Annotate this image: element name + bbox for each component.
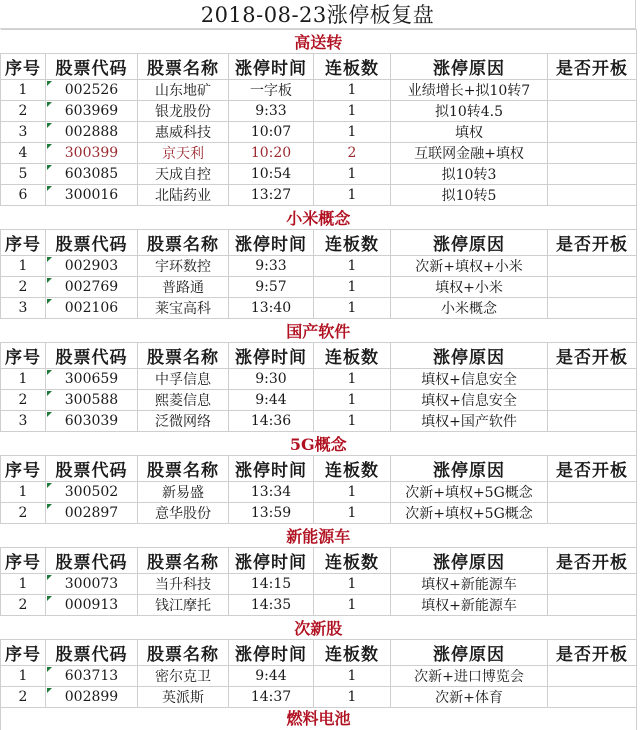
limit-up-time-cell[interactable]: 9:33 (229, 101, 314, 122)
limit-up-reason-cell[interactable]: 填权+信息安全 (391, 390, 548, 411)
section-heading-row (1, 708, 637, 730)
consecutive-boards-cell[interactable]: 1 (314, 122, 391, 143)
stock-code-cell[interactable]: 603969 (46, 101, 138, 122)
table-row (1, 687, 637, 708)
board-opened-cell[interactable] (548, 574, 637, 595)
consecutive-boards-cell[interactable]: 1 (314, 298, 391, 319)
table-row (1, 390, 637, 411)
column-header-limit-up-time[interactable]: 涨停时间 (229, 54, 314, 80)
table-row (1, 369, 637, 390)
consecutive-boards-cell[interactable]: 1 (314, 482, 391, 503)
limit-up-time-cell[interactable]: 14:15 (229, 574, 314, 595)
stock-code-cell[interactable]: 002899 (46, 687, 138, 708)
consecutive-boards-cell[interactable]: 1 (314, 574, 391, 595)
limit-up-reason-cell[interactable]: 填权+小米 (391, 277, 548, 298)
section-heading-row (1, 206, 637, 230)
column-header-stock-name[interactable]: 股票名称 (138, 456, 229, 482)
board-opened-cell[interactable] (548, 482, 637, 503)
limit-up-time-cell[interactable]: 10:54 (229, 164, 314, 185)
limit-up-time-cell[interactable]: 10:20 (229, 143, 314, 164)
column-header-board-opened[interactable]: 是否开板 (548, 456, 637, 482)
stock-name-cell[interactable]: 天成自控 (138, 164, 229, 185)
consecutive-boards-cell[interactable]: 2 (314, 143, 391, 164)
header-row (1, 230, 637, 256)
limit-up-time-cell[interactable]: 一字板 (229, 80, 314, 101)
column-header-limit-up-time[interactable]: 涨停时间 (229, 230, 314, 256)
row-number-cell[interactable]: 5 (1, 164, 46, 185)
limit-up-reason-cell[interactable]: 填权+国产软件 (391, 411, 548, 432)
consecutive-boards-cell[interactable]: 1 (314, 411, 391, 432)
column-header-consecutive-boards[interactable]: 连板数 (314, 54, 391, 80)
column-header-limit-up-reason[interactable]: 涨停原因 (391, 343, 548, 369)
limit-up-time-cell[interactable]: 13:27 (229, 185, 314, 206)
column-header-limit-up-time[interactable]: 涨停时间 (229, 548, 314, 574)
column-header-board-opened[interactable]: 是否开板 (548, 548, 637, 574)
table-row (1, 595, 637, 616)
stock-code-cell[interactable]: 002526 (46, 80, 138, 101)
column-header-stock-code[interactable]: 股票代码 (46, 456, 138, 482)
limit-up-reason-cell[interactable]: 拟10转3 (391, 164, 548, 185)
column-header-limit-up-reason[interactable]: 涨停原因 (391, 230, 548, 256)
limit-up-time-cell[interactable]: 10:07 (229, 122, 314, 143)
stock-code-cell[interactable]: 002888 (46, 122, 138, 143)
section-heading-row (1, 616, 637, 640)
consecutive-boards-cell[interactable]: 1 (314, 369, 391, 390)
limit-up-time-cell[interactable]: 9:33 (229, 256, 314, 277)
stock-code-cell[interactable]: 300016 (46, 185, 138, 206)
column-header-limit-up-reason[interactable]: 涨停原因 (391, 54, 548, 80)
consecutive-boards-cell[interactable]: 1 (314, 666, 391, 687)
board-opened-cell[interactable] (548, 164, 637, 185)
column-header-limit-up-reason[interactable]: 涨停原因 (391, 456, 548, 482)
limit-up-reason-cell[interactable]: 填权+新能源车 (391, 595, 548, 616)
stock-name-cell[interactable]: 中孚信息 (138, 369, 229, 390)
stock-code-cell[interactable]: 300659 (46, 369, 138, 390)
consecutive-boards-cell[interactable]: 1 (314, 390, 391, 411)
row-number-cell[interactable]: 1 (1, 80, 46, 101)
limit-up-time-cell[interactable]: 9:44 (229, 390, 314, 411)
board-opened-cell[interactable] (548, 122, 637, 143)
board-opened-cell[interactable] (548, 411, 637, 432)
column-header-board-opened[interactable]: 是否开板 (548, 54, 637, 80)
table-row (1, 411, 637, 432)
sheet-title[interactable]: 2018-08-23涨停板复盘 (0, 0, 636, 29)
row-number-cell[interactable]: 2 (1, 687, 46, 708)
header-row (1, 640, 637, 666)
limit-up-reason-cell[interactable]: 次新+进口博览会 (391, 666, 548, 687)
column-header-stock-code[interactable]: 股票代码 (46, 230, 138, 256)
stock-code-cell[interactable]: 603039 (46, 411, 138, 432)
stock-name-cell[interactable]: 英派斯 (138, 687, 229, 708)
stock-name-cell[interactable]: 意华股份 (138, 503, 229, 524)
column-header-row-number[interactable]: 序号 (1, 343, 46, 369)
row-number-cell[interactable]: 2 (1, 595, 46, 616)
limit-up-table (0, 29, 637, 730)
table-row (1, 122, 637, 143)
limit-up-time-cell[interactable]: 14:35 (229, 595, 314, 616)
stock-name-cell[interactable]: 钱江摩托 (138, 595, 229, 616)
row-number-cell[interactable]: 3 (1, 411, 46, 432)
board-opened-cell[interactable] (548, 687, 637, 708)
stock-name-cell[interactable]: 普路通 (138, 277, 229, 298)
column-header-board-opened[interactable]: 是否开板 (548, 640, 637, 666)
header-row (1, 343, 637, 369)
limit-up-reason-cell[interactable]: 次新+填权+小米 (391, 256, 548, 277)
stock-code-cell[interactable]: 002897 (46, 503, 138, 524)
board-opened-cell[interactable] (548, 503, 637, 524)
column-header-consecutive-boards[interactable]: 连板数 (314, 548, 391, 574)
stock-code-cell[interactable]: 002106 (46, 298, 138, 319)
consecutive-boards-cell[interactable]: 1 (314, 503, 391, 524)
stock-code-cell[interactable]: 002903 (46, 256, 138, 277)
column-header-board-opened[interactable]: 是否开板 (548, 343, 637, 369)
column-header-limit-up-time[interactable]: 涨停时间 (229, 343, 314, 369)
column-header-stock-name[interactable]: 股票名称 (138, 343, 229, 369)
limit-up-reason-cell[interactable]: 次新+体育 (391, 687, 548, 708)
header-row (1, 54, 637, 80)
stock-code-cell[interactable]: 300073 (46, 574, 138, 595)
row-number-cell[interactable]: 2 (1, 101, 46, 122)
column-header-row-number[interactable]: 序号 (1, 456, 46, 482)
board-opened-cell[interactable] (548, 390, 637, 411)
column-header-stock-code[interactable]: 股票代码 (46, 548, 138, 574)
row-number-cell[interactable]: 1 (1, 666, 46, 687)
row-number-cell[interactable]: 2 (1, 390, 46, 411)
limit-up-reason-cell[interactable]: 拟10转4.5 (391, 101, 548, 122)
column-header-stock-name[interactable]: 股票名称 (138, 548, 229, 574)
board-opened-cell[interactable] (548, 143, 637, 164)
limit-up-reason-cell[interactable]: 次新+填权+5G概念 (391, 503, 548, 524)
stock-name-cell[interactable]: 惠威科技 (138, 122, 229, 143)
column-header-row-number[interactable]: 序号 (1, 548, 46, 574)
stock-name-cell[interactable]: 当升科技 (138, 574, 229, 595)
header-row (1, 456, 637, 482)
column-header-stock-name[interactable]: 股票名称 (138, 230, 229, 256)
stock-name-cell[interactable]: 新易盛 (138, 482, 229, 503)
row-number-cell[interactable]: 3 (1, 122, 46, 143)
row-number-cell[interactable]: 1 (1, 574, 46, 595)
limit-up-time-cell[interactable]: 9:44 (229, 666, 314, 687)
limit-up-reason-cell[interactable]: 业绩增长+拟10转7 (391, 80, 548, 101)
limit-up-time-cell[interactable]: 9:30 (229, 369, 314, 390)
board-opened-cell[interactable] (548, 298, 637, 319)
consecutive-boards-cell[interactable]: 1 (314, 595, 391, 616)
row-number-cell[interactable]: 1 (1, 256, 46, 277)
stock-code-cell[interactable]: 300502 (46, 482, 138, 503)
table-row (1, 482, 637, 503)
consecutive-boards-cell[interactable]: 1 (314, 164, 391, 185)
stock-code-cell[interactable]: 300399 (46, 143, 138, 164)
limit-up-reason-cell[interactable]: 填权+信息安全 (391, 369, 548, 390)
limit-up-reason-cell[interactable]: 填权+新能源车 (391, 574, 548, 595)
row-number-cell[interactable]: 4 (1, 143, 46, 164)
limit-up-reason-cell[interactable]: 次新+填权+5G概念 (391, 482, 548, 503)
consecutive-boards-cell[interactable]: 1 (314, 687, 391, 708)
stock-name-cell[interactable]: 熙菱信息 (138, 390, 229, 411)
stock-code-cell[interactable]: 603085 (46, 164, 138, 185)
board-opened-cell[interactable] (548, 101, 637, 122)
limit-up-reason-cell[interactable]: 互联网金融+填权 (391, 143, 548, 164)
row-number-cell[interactable]: 6 (1, 185, 46, 206)
stock-code-cell[interactable]: 000913 (46, 595, 138, 616)
column-header-stock-name[interactable]: 股票名称 (138, 640, 229, 666)
row-number-cell[interactable]: 1 (1, 369, 46, 390)
column-header-limit-up-time[interactable]: 涨停时间 (229, 456, 314, 482)
consecutive-boards-cell[interactable]: 1 (314, 277, 391, 298)
column-header-row-number[interactable]: 序号 (1, 640, 46, 666)
limit-up-time-cell[interactable]: 13:40 (229, 298, 314, 319)
limit-up-time-cell[interactable]: 13:59 (229, 503, 314, 524)
column-header-limit-up-reason[interactable]: 涨停原因 (391, 548, 548, 574)
table-row (1, 143, 637, 164)
column-header-consecutive-boards[interactable]: 连板数 (314, 456, 391, 482)
section-heading-row (1, 524, 637, 548)
section-heading-row (1, 319, 637, 343)
table-row (1, 298, 637, 319)
board-opened-cell[interactable] (548, 666, 637, 687)
consecutive-boards-cell[interactable]: 1 (314, 256, 391, 277)
stock-name-cell[interactable]: 莱宝高科 (138, 298, 229, 319)
table-row (1, 185, 637, 206)
column-header-limit-up-reason[interactable]: 涨停原因 (391, 640, 548, 666)
column-header-row-number[interactable]: 序号 (1, 230, 46, 256)
section-heading-row (1, 30, 637, 54)
board-opened-cell[interactable] (548, 80, 637, 101)
column-header-board-opened[interactable]: 是否开板 (548, 230, 637, 256)
table-row (1, 101, 637, 122)
column-header-consecutive-boards[interactable]: 连板数 (314, 343, 391, 369)
limit-up-time-cell[interactable]: 13:34 (229, 482, 314, 503)
row-number-cell[interactable]: 2 (1, 277, 46, 298)
section-heading-row (1, 432, 637, 456)
column-header-limit-up-time[interactable]: 涨停时间 (229, 640, 314, 666)
row-number-cell[interactable]: 1 (1, 482, 46, 503)
consecutive-boards-cell[interactable]: 1 (314, 80, 391, 101)
stock-code-cell[interactable]: 002769 (46, 277, 138, 298)
stock-name-cell[interactable]: 北陆药业 (138, 185, 229, 206)
column-header-stock-code[interactable]: 股票代码 (46, 343, 138, 369)
stock-name-cell[interactable]: 银龙股份 (138, 101, 229, 122)
consecutive-boards-cell[interactable]: 1 (314, 185, 391, 206)
table-row (1, 574, 637, 595)
stock-name-cell[interactable]: 山东地矿 (138, 80, 229, 101)
section-title[interactable]: 新能源车 (1, 524, 637, 548)
board-opened-cell[interactable] (548, 277, 637, 298)
board-opened-cell[interactable] (548, 185, 637, 206)
stock-name-cell[interactable]: 泛微网络 (138, 411, 229, 432)
stock-name-cell[interactable]: 密尔克卫 (138, 666, 229, 687)
section-title[interactable]: 次新股 (1, 616, 637, 640)
board-opened-cell[interactable] (548, 369, 637, 390)
limit-up-reason-cell[interactable]: 小米概念 (391, 298, 548, 319)
limit-up-reason-cell[interactable]: 拟10转5 (391, 185, 548, 206)
table-row (1, 164, 637, 185)
table-row (1, 277, 637, 298)
section-title[interactable]: 高送转 (1, 30, 637, 54)
stock-code-cell[interactable]: 300588 (46, 390, 138, 411)
row-number-cell[interactable]: 3 (1, 298, 46, 319)
limit-up-time-cell[interactable]: 9:57 (229, 277, 314, 298)
board-opened-cell[interactable] (548, 256, 637, 277)
row-number-cell[interactable]: 2 (1, 503, 46, 524)
limit-up-time-cell[interactable]: 14:37 (229, 687, 314, 708)
board-opened-cell[interactable] (548, 595, 637, 616)
table-row (1, 80, 637, 101)
limit-up-reason-cell[interactable]: 填权 (391, 122, 548, 143)
column-header-stock-name[interactable]: 股票名称 (138, 54, 229, 80)
table-row (1, 666, 637, 687)
section-title[interactable]: 国产软件 (1, 319, 637, 343)
stock-name-cell[interactable]: 京天利 (138, 143, 229, 164)
table-row (1, 256, 637, 277)
stock-code-cell[interactable]: 603713 (46, 666, 138, 687)
stock-name-cell[interactable]: 宇环数控 (138, 256, 229, 277)
consecutive-boards-cell[interactable]: 1 (314, 101, 391, 122)
column-header-row-number[interactable]: 序号 (1, 54, 46, 80)
section-title-clipped[interactable]: 燃料电池 (1, 708, 637, 730)
limit-up-time-cell[interactable]: 14:36 (229, 411, 314, 432)
header-row (1, 548, 637, 574)
section-title[interactable]: 小米概念 (1, 206, 637, 230)
column-header-consecutive-boards[interactable]: 连板数 (314, 230, 391, 256)
column-header-consecutive-boards[interactable]: 连板数 (314, 640, 391, 666)
column-header-stock-code[interactable]: 股票代码 (46, 54, 138, 80)
column-header-stock-code[interactable]: 股票代码 (46, 640, 138, 666)
table-row (1, 503, 637, 524)
section-title[interactable]: 5G概念 (1, 432, 637, 456)
